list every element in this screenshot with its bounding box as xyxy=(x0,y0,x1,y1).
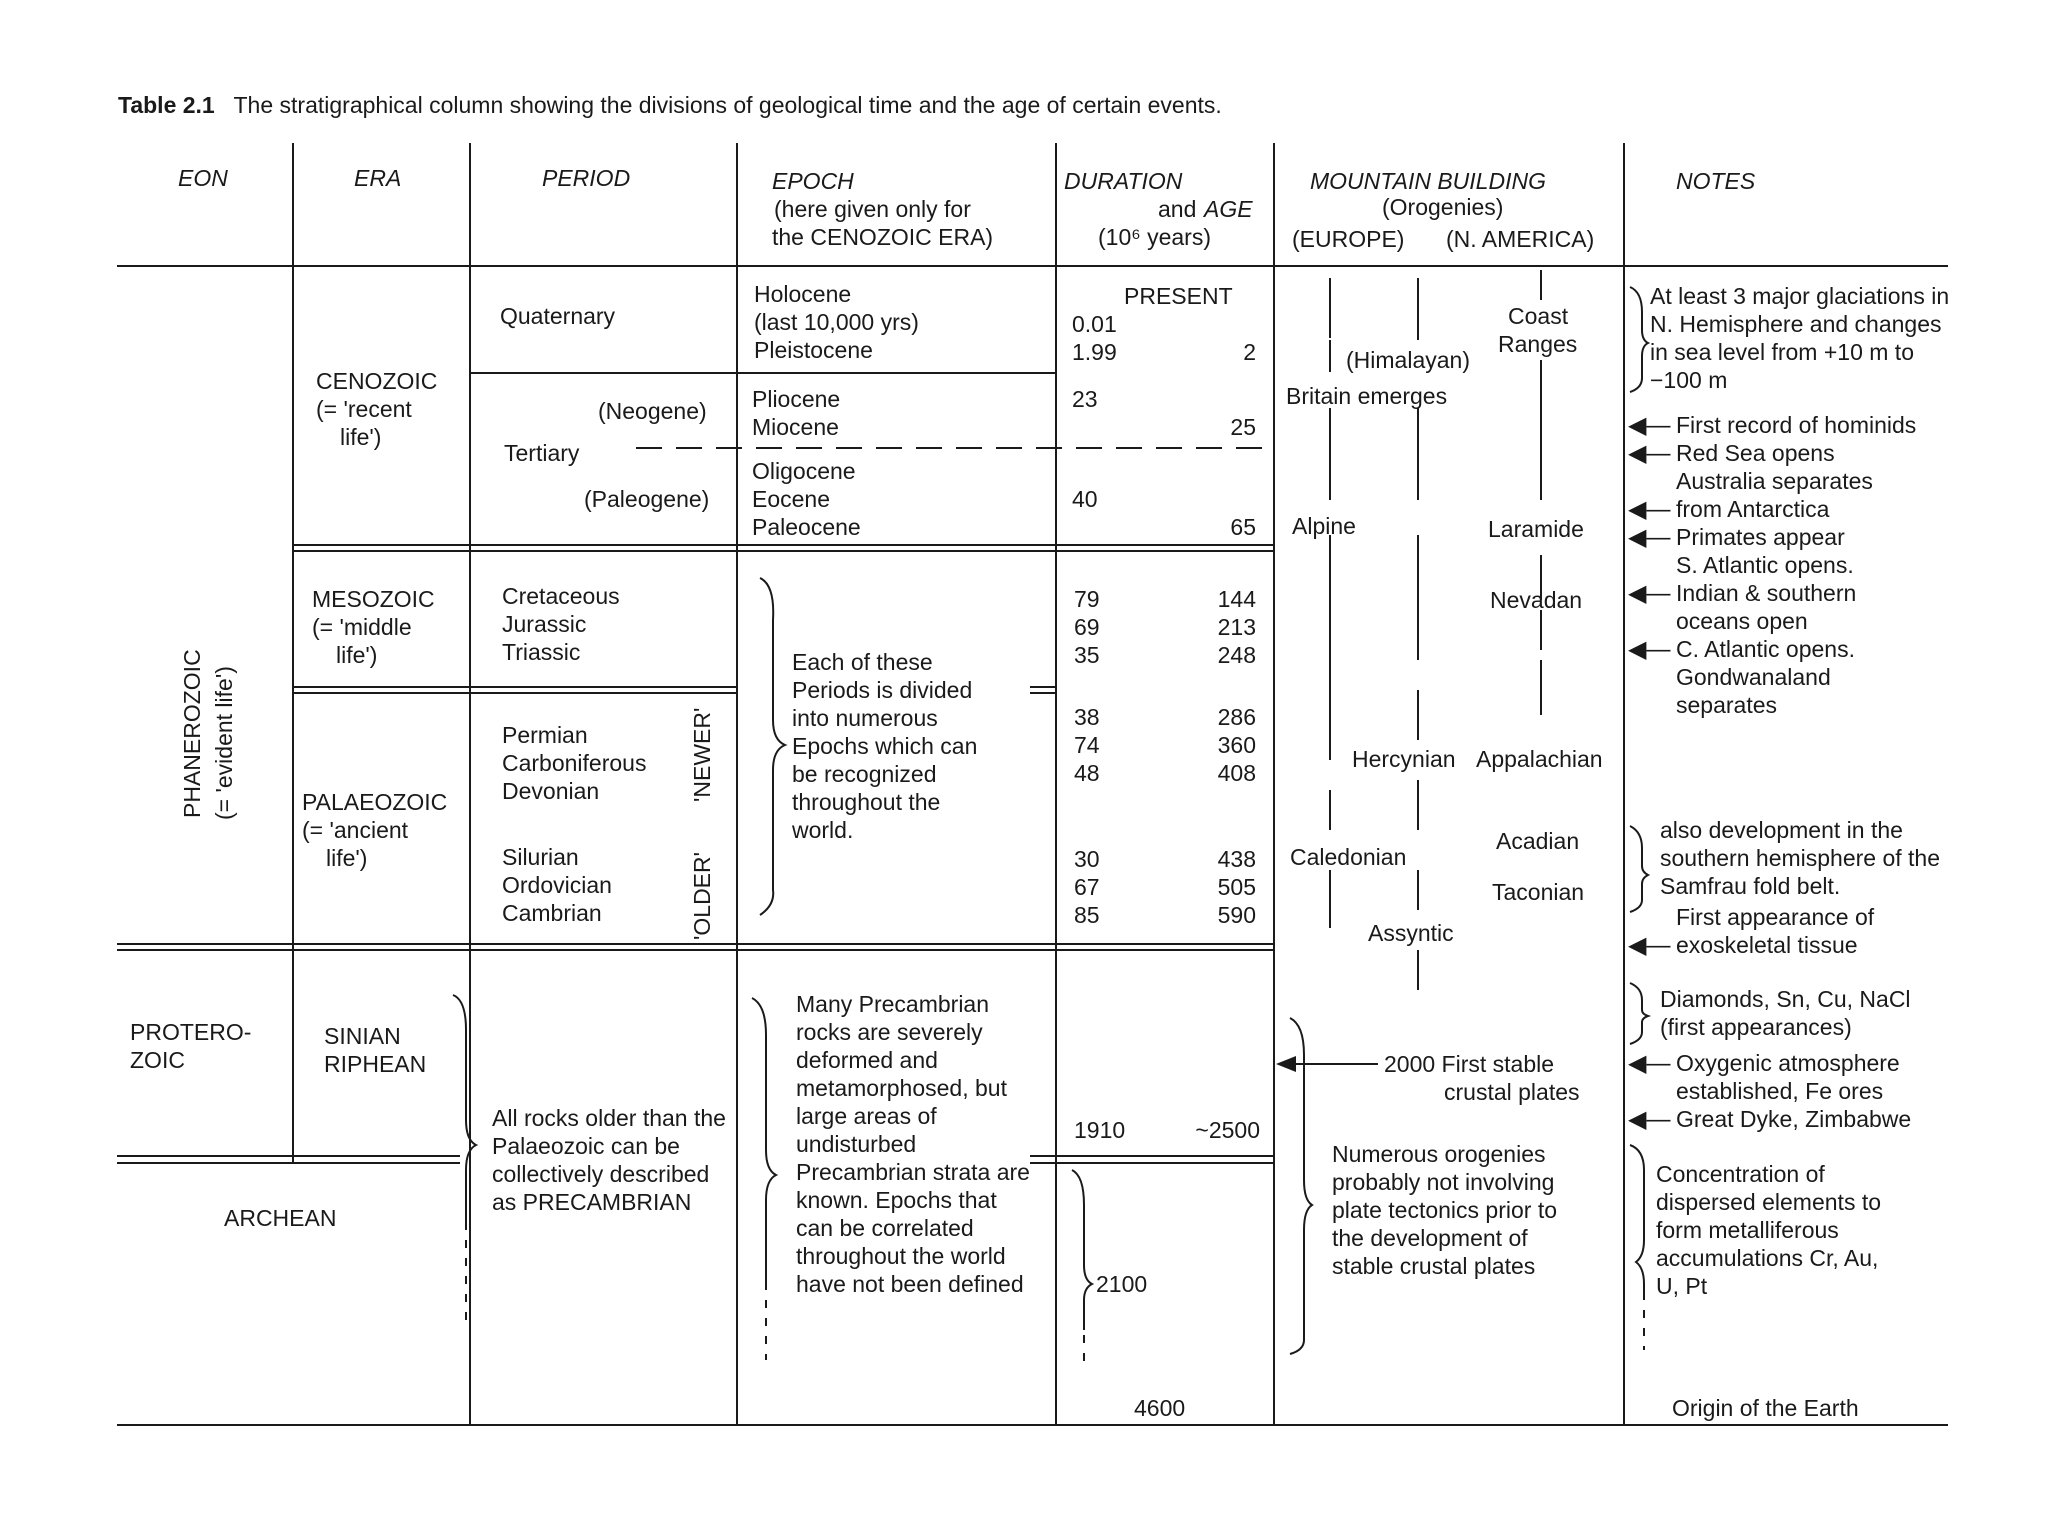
epoch-precambrian-note: Many Precambrian rocks are severely deformed and metamorphosed, but large areas of undisturbed Precambrian strata are known. Epochs that can be correlated throughout the world have not been defined xyxy=(796,991,1030,1297)
eon-archean: ARCHEAN xyxy=(224,1205,337,1231)
era-palaeozoic-sub2: life') xyxy=(326,845,368,871)
duration-67: 67 xyxy=(1074,874,1100,900)
duration-23: 23 xyxy=(1072,386,1098,412)
period-devonian: Devonian xyxy=(502,778,600,804)
age-248: 248 xyxy=(1217,642,1256,668)
header-duration-and: and xyxy=(1158,196,1197,222)
note-australia-1: Australia separates xyxy=(1676,468,1873,494)
note-c-atlantic-3: separates xyxy=(1676,692,1778,718)
era-cenozoic-sub2: life') xyxy=(340,424,382,450)
note-c-atlantic-2: Gondwanaland xyxy=(1676,664,1831,690)
duration-69: 69 xyxy=(1074,614,1100,640)
age-590: 590 xyxy=(1217,902,1256,928)
era-mesozoic: MESOZOIC xyxy=(312,586,435,612)
note-hominids: First record of hominids xyxy=(1676,412,1917,438)
duration-35: 35 xyxy=(1074,642,1100,668)
header-duration-units: (10⁶ years) xyxy=(1098,224,1212,250)
age-4600: 4600 xyxy=(1134,1395,1186,1421)
duration-85: 85 xyxy=(1074,902,1100,928)
header-era: ERA xyxy=(354,165,402,191)
period-cambrian: Cambrian xyxy=(502,900,602,926)
arrow-left-icon: ◀— xyxy=(1628,412,1671,439)
arrow-left-icon: ◀— xyxy=(1628,1050,1671,1077)
note-indian-1: Indian & southern xyxy=(1676,580,1857,606)
age-408: 408 xyxy=(1217,760,1256,786)
note-diamonds-2: (first appearances) xyxy=(1660,1014,1852,1040)
note-samfrau: also development in the southern hemisphere of the Samfrau fold belt. xyxy=(1660,817,1941,899)
header-period: PERIOD xyxy=(542,165,631,191)
period-triassic: Triassic xyxy=(502,639,581,665)
age-65: 65 xyxy=(1230,514,1256,540)
period-ordovician: Ordovician xyxy=(502,872,612,898)
eon-proterozoic-2: ZOIC xyxy=(130,1047,185,1073)
age-505: 505 xyxy=(1217,874,1256,900)
mountain-hercynian: Hercynian xyxy=(1352,746,1456,772)
age-360: 360 xyxy=(1217,732,1256,758)
header-notes: NOTES xyxy=(1676,168,1756,194)
duration-74: 74 xyxy=(1074,732,1100,758)
epoch-pleistocene: Pleistocene xyxy=(754,337,873,363)
duration-79: 79 xyxy=(1074,586,1100,612)
age-2500: ~2500 xyxy=(1195,1117,1260,1143)
duration-001: 0.01 xyxy=(1072,311,1117,337)
arrow-left-icon: ◀— xyxy=(1628,440,1671,467)
note-diamonds-1: Diamonds, Sn, Cu, NaCl xyxy=(1660,986,1911,1012)
note-exo-2: exoskeletal tissue xyxy=(1676,932,1858,958)
note-oxygenic-1: Oxygenic atmosphere xyxy=(1676,1050,1900,1076)
note-australia-2: from Antarctica xyxy=(1676,496,1830,522)
period-permian: Permian xyxy=(502,722,588,748)
mountain-caledonian: Caledonian xyxy=(1290,844,1407,870)
duration-1910: 1910 xyxy=(1074,1117,1126,1143)
duration-40: 40 xyxy=(1072,486,1098,512)
age-25: 25 xyxy=(1230,414,1256,440)
note-concentration: Concentration of dispersed elements to form metalliferous accumulations Cr, Au, U, Pt xyxy=(1656,1161,1882,1299)
period-cretaceous: Cretaceous xyxy=(502,583,620,609)
age-144: 144 xyxy=(1217,586,1256,612)
header-duration-age: AGE xyxy=(1204,196,1253,222)
header-epoch-sub2: the CENOZOIC ERA) xyxy=(772,224,994,250)
mountain-appalachian: Appalachian xyxy=(1476,746,1603,772)
arrow-left-icon: ◀— xyxy=(1628,580,1671,607)
era-cenozoic-sub1: (= 'recent xyxy=(316,396,412,422)
era-mesozoic-sub1: (= 'middle xyxy=(312,614,412,640)
mountain-taconian: Taconian xyxy=(1492,879,1585,905)
age-286: 286 xyxy=(1217,704,1256,730)
period-jurassic: Jurassic xyxy=(502,611,587,637)
note-glaciations: At least 3 major glaciations in N. Hemisphere and changes in sea level from +10 m to −100 m xyxy=(1650,283,1950,393)
age-213: 213 xyxy=(1217,614,1256,640)
era-palaeozoic: PALAEOZOIC xyxy=(302,789,448,815)
header-mountain: MOUNTAIN BUILDING xyxy=(1310,168,1546,194)
note-c-atlantic-1: C. Atlantic opens. xyxy=(1676,636,1855,662)
era-mesozoic-sub2: life') xyxy=(336,642,378,668)
note-indian-2: oceans open xyxy=(1676,608,1808,634)
era-sinian: SINIAN xyxy=(324,1023,401,1049)
era-cenozoic: CENOZOIC xyxy=(316,368,438,394)
mountain-nevadan: Nevadan xyxy=(1490,587,1583,613)
arrow-left-icon: ◀— xyxy=(1628,932,1671,959)
mountain-britain: Britain emerges xyxy=(1286,383,1448,409)
table-label: Table 2.1 xyxy=(118,92,215,118)
mountain-acadian: Acadian xyxy=(1496,828,1580,854)
eon-proterozoic-1: PROTERO- xyxy=(130,1019,252,1045)
note-origin: Origin of the Earth xyxy=(1672,1395,1859,1421)
era-palaeozoic-sub1: (= 'ancient xyxy=(302,817,409,843)
age-438: 438 xyxy=(1217,846,1256,872)
epoch-last: (last 10,000 yrs) xyxy=(754,309,919,335)
duration-48: 48 xyxy=(1074,760,1100,786)
epoch-pliocene: Pliocene xyxy=(752,386,841,412)
arrow-left-icon: ◀— xyxy=(1628,1106,1671,1133)
period-neogene: (Neogene) xyxy=(598,398,707,424)
note-s-atlantic: S. Atlantic opens. xyxy=(1676,552,1854,578)
duration-199: 1.99 xyxy=(1072,339,1117,365)
mountain-numerous-note: Numerous orogenies probably not involving plate tectonics prior to the development of stable crustal plates xyxy=(1332,1141,1558,1279)
period-newer-label: 'NEWER' xyxy=(689,707,715,802)
header-duration: DURATION xyxy=(1064,168,1183,194)
eon-phanerozoic: PHANEROZOIC xyxy=(179,649,205,818)
note-exo-1: First appearance of xyxy=(1676,904,1875,930)
mountain-assyntic: Assyntic xyxy=(1368,920,1454,946)
period-quaternary: Quaternary xyxy=(500,303,616,329)
header-epoch: EPOCH xyxy=(772,168,854,194)
mountain-alpine: Alpine xyxy=(1292,513,1356,539)
epoch-palaeozoic-note: Each of these Periods is divided into numerous Epochs which can be recognized throughout the world. xyxy=(792,649,978,843)
caption-text: The stratigraphical column showing the divisions of geological time and the age of certain events. xyxy=(233,92,1222,118)
mountain-himalayan: (Himalayan) xyxy=(1346,347,1470,373)
mountain-coast-1: Coast xyxy=(1508,303,1569,329)
note-great-dyke: Great Dyke, Zimbabwe xyxy=(1676,1106,1912,1132)
eon-phanerozoic-sub: (= 'evident life') xyxy=(211,666,237,820)
period-older-label: 'OLDER' xyxy=(689,851,715,940)
epoch-holocene: Holocene xyxy=(754,281,852,307)
epoch-miocene: Miocene xyxy=(752,414,839,440)
epoch-paleocene: Paleocene xyxy=(752,514,861,540)
header-eon: EON xyxy=(178,165,228,191)
arrow-left-icon: ◀— xyxy=(1628,496,1671,523)
note-red-sea: Red Sea opens xyxy=(1676,440,1835,466)
arrow-left-icon: ◀— xyxy=(1628,524,1671,551)
mountain-laramide: Laramide xyxy=(1488,516,1584,542)
note-oxygenic-2: established, Fe ores xyxy=(1676,1078,1884,1104)
mountain-crustal-1: 2000 First stable xyxy=(1384,1051,1555,1077)
period-paleogene: (Paleogene) xyxy=(584,486,710,512)
mountain-coast-2: Ranges xyxy=(1498,331,1578,357)
period-precambrian-note: All rocks older than the Palaeozoic can be collectively described as PRECAMBRIAN xyxy=(492,1105,726,1215)
epoch-oligocene: Oligocene xyxy=(752,458,856,484)
duration-30: 30 xyxy=(1074,846,1100,872)
epoch-eocene: Eocene xyxy=(752,486,831,512)
duration-2100: 2100 xyxy=(1096,1271,1148,1297)
table-caption xyxy=(118,92,1222,119)
duration-38: 38 xyxy=(1074,704,1100,730)
mountain-crustal-2: crustal plates xyxy=(1444,1079,1580,1105)
period-tertiary: Tertiary xyxy=(504,440,580,466)
header-mountain-america: (N. AMERICA) xyxy=(1446,226,1595,252)
era-riphean: RIPHEAN xyxy=(324,1051,427,1077)
header-mountain-europe: (EUROPE) xyxy=(1292,226,1405,252)
header-mountain-sub: (Orogenies) xyxy=(1382,194,1504,220)
arrow-left-icon: ◀— xyxy=(1628,636,1671,663)
note-primates: Primates appear xyxy=(1676,524,1845,550)
header-epoch-sub1: (here given only for xyxy=(774,196,971,222)
duration-present: PRESENT xyxy=(1124,283,1233,309)
period-silurian: Silurian xyxy=(502,844,579,870)
age-2: 2 xyxy=(1243,339,1256,365)
period-carboniferous: Carboniferous xyxy=(502,750,647,776)
